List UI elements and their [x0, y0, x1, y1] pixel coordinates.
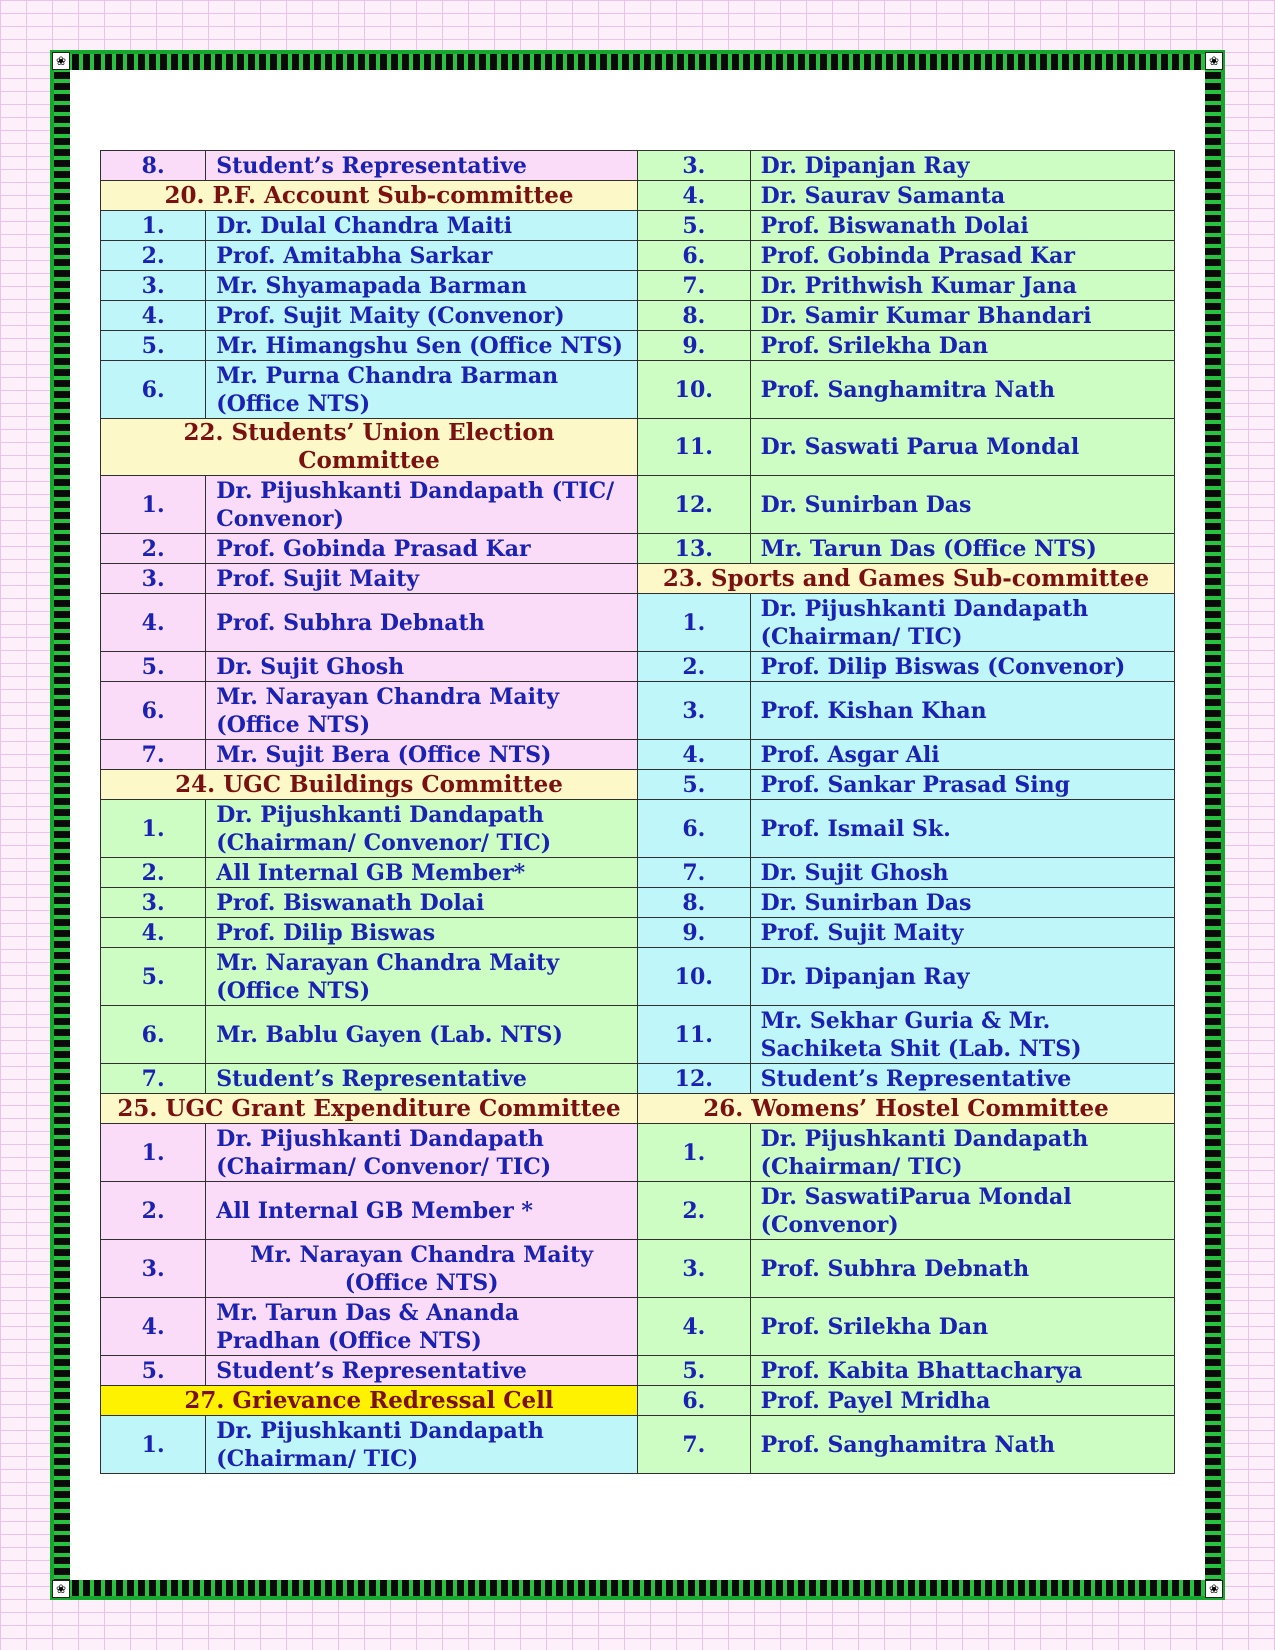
member-number: 12. — [637, 476, 750, 534]
member-name: Prof. Gobinda Prasad Kar — [206, 534, 638, 564]
member-number: 5. — [101, 331, 206, 361]
member-number: 2. — [101, 858, 206, 888]
member-number: 1. — [101, 1416, 206, 1474]
member-name: Prof. Sujit Maity (Convenor) — [206, 301, 638, 331]
member-name: Dr. Saurav Samanta — [750, 181, 1174, 211]
member-name: Dr. Dipanjan Ray — [750, 948, 1174, 1006]
member-name: Dr. Prithwish Kumar Jana — [750, 271, 1174, 301]
border-strip-left — [54, 54, 70, 1596]
member-name: Dr. Dulal Chandra Maiti — [206, 211, 638, 241]
member-name: Prof. Sanghamitra Nath — [750, 1416, 1174, 1474]
committee-heading: 27. Grievance Redressal Cell — [101, 1386, 638, 1416]
member-number: 12. — [637, 1064, 750, 1094]
member-number: 9. — [637, 331, 750, 361]
member-name: Prof. Ismail Sk. — [750, 800, 1174, 858]
committee-table — [100, 150, 1175, 1474]
member-number: 3. — [101, 271, 206, 301]
member-number: 3. — [101, 1240, 206, 1298]
corner-ornament-icon: ❀ — [52, 52, 70, 70]
member-number: 4. — [637, 181, 750, 211]
member-name: Student’s Representative — [206, 1064, 638, 1094]
member-name: Prof. Dilip Biswas (Convenor) — [750, 652, 1174, 682]
member-number: 5. — [637, 211, 750, 241]
corner-ornament-icon: ❀ — [1205, 1580, 1223, 1598]
member-name: Dr. Pijushkanti Dandapath (Chairman/ Convenor/ TIC) — [206, 1124, 638, 1182]
member-number: 6. — [101, 361, 206, 419]
member-name: Dr. Sunirban Das — [750, 888, 1174, 918]
member-number: 7. — [637, 858, 750, 888]
member-number: 5. — [637, 770, 750, 800]
member-number: 4. — [101, 918, 206, 948]
member-name: Dr. Pijushkanti Dandapath (Chairman/ TIC) — [750, 594, 1174, 652]
member-number: 13. — [637, 534, 750, 564]
member-name: Prof. Sanghamitra Nath — [750, 361, 1174, 419]
member-name: Prof. Asgar Ali — [750, 740, 1174, 770]
member-name: Mr. Tarun Das & Ananda Pradhan (Office NTS) — [206, 1298, 638, 1356]
member-name: Dr. Pijushkanti Dandapath (Chairman/ TIC) — [206, 1416, 638, 1474]
committee-heading: 25. UGC Grant Expenditure Committee — [101, 1094, 638, 1124]
member-name: Prof. Payel Mridha — [750, 1386, 1174, 1416]
member-number: 11. — [637, 1006, 750, 1064]
member-name: Dr. Samir Kumar Bhandari — [750, 301, 1174, 331]
member-name: Mr. Bablu Gayen (Lab. NTS) — [206, 1006, 638, 1064]
member-name: Prof. Subhra Debnath — [206, 594, 638, 652]
member-name: Student’s Representative — [206, 1356, 638, 1386]
member-number: 5. — [637, 1356, 750, 1386]
member-name: Prof. Amitabha Sarkar — [206, 241, 638, 271]
border-strip-bottom — [54, 1580, 1221, 1596]
border-strip-right — [1205, 54, 1221, 1596]
member-name: Prof. Srilekha Dan — [750, 1298, 1174, 1356]
committee-heading: 23. Sports and Games Sub-committee — [637, 564, 1174, 594]
member-number: 2. — [101, 241, 206, 271]
member-name: Prof. Sankar Prasad Sing — [750, 770, 1174, 800]
member-number: 2. — [101, 534, 206, 564]
member-name: Prof. Biswanath Dolai — [206, 888, 638, 918]
member-number: 6. — [101, 1006, 206, 1064]
member-name: Prof. Biswanath Dolai — [750, 211, 1174, 241]
member-number: 8. — [101, 151, 206, 181]
member-name: Mr. Purna Chandra Barman (Office NTS) — [206, 361, 638, 419]
member-number: 1. — [101, 476, 206, 534]
member-number: 9. — [637, 918, 750, 948]
member-number: 2. — [101, 1182, 206, 1240]
member-number: 3. — [637, 1240, 750, 1298]
member-name: All Internal GB Member * — [206, 1182, 638, 1240]
member-name: Prof. Gobinda Prasad Kar — [750, 241, 1174, 271]
member-name: Dr. Pijushkanti Dandapath (TIC/ Convenor) — [206, 476, 638, 534]
member-name: All Internal GB Member* — [206, 858, 638, 888]
member-number: 8. — [637, 301, 750, 331]
member-number: 2. — [637, 652, 750, 682]
member-name: Mr. Himangshu Sen (Office NTS) — [206, 331, 638, 361]
member-name: Prof. Sujit Maity — [206, 564, 638, 594]
member-name: Dr. Pijushkanti Dandapath (Chairman/ Convenor/ TIC) — [206, 800, 638, 858]
border-strip-top — [54, 54, 1221, 70]
member-number: 2. — [637, 1182, 750, 1240]
member-number: 7. — [637, 271, 750, 301]
member-number: 3. — [101, 564, 206, 594]
member-name: Dr. Sunirban Das — [750, 476, 1174, 534]
member-name: Mr. Narayan Chandra Maity (Office NTS) — [206, 1240, 638, 1298]
member-name: Mr. Sujit Bera (Office NTS) — [206, 740, 638, 770]
member-name: Student’s Representative — [206, 151, 638, 181]
member-number: 1. — [101, 1124, 206, 1182]
committee-heading: 24. UGC Buildings Committee — [101, 770, 638, 800]
member-name: Mr. Tarun Das (Office NTS) — [750, 534, 1174, 564]
member-number: 1. — [101, 211, 206, 241]
member-number: 4. — [637, 740, 750, 770]
member-number: 1. — [637, 1124, 750, 1182]
member-number: 4. — [101, 594, 206, 652]
member-name: Mr. Narayan Chandra Maity (Office NTS) — [206, 682, 638, 740]
member-name: Dr. SaswatiParua Mondal (Convenor) — [750, 1182, 1174, 1240]
member-number: 7. — [637, 1416, 750, 1474]
member-name: Dr. Saswati Parua Mondal — [750, 419, 1174, 476]
member-name: Dr. Dipanjan Ray — [750, 151, 1174, 181]
member-number: 7. — [101, 1064, 206, 1094]
member-name: Prof. Sujit Maity — [750, 918, 1174, 948]
member-number: 6. — [637, 241, 750, 271]
member-number: 10. — [637, 948, 750, 1006]
member-number: 6. — [637, 1386, 750, 1416]
member-number: 3. — [101, 888, 206, 918]
member-number: 4. — [101, 301, 206, 331]
member-number: 5. — [101, 652, 206, 682]
member-number: 4. — [637, 1298, 750, 1356]
member-number: 6. — [101, 682, 206, 740]
member-number: 5. — [101, 1356, 206, 1386]
member-name: Dr. Sujit Ghosh — [206, 652, 638, 682]
member-name: Prof. Kabita Bhattacharya — [750, 1356, 1174, 1386]
member-name: Prof. Dilip Biswas — [206, 918, 638, 948]
member-number: 6. — [637, 800, 750, 858]
member-number: 1. — [101, 800, 206, 858]
member-name: Dr. Pijushkanti Dandapath (Chairman/ TIC) — [750, 1124, 1174, 1182]
member-name: Prof. Subhra Debnath — [750, 1240, 1174, 1298]
member-number: 8. — [637, 888, 750, 918]
member-name: Student’s Representative — [750, 1064, 1174, 1094]
member-name: Prof. Kishan Khan — [750, 682, 1174, 740]
member-number: 1. — [637, 594, 750, 652]
member-number: 10. — [637, 361, 750, 419]
member-name: Mr. Shyamapada Barman — [206, 271, 638, 301]
member-number: 7. — [101, 740, 206, 770]
committee-heading: 20. P.F. Account Sub-committee — [101, 181, 638, 211]
member-name: Prof. Srilekha Dan — [750, 331, 1174, 361]
committee-heading: 26. Womens’ Hostel Committee — [637, 1094, 1174, 1124]
member-name: Mr. Sekhar Guria & Mr. Sachiketa Shit (Lab. NTS) — [750, 1006, 1174, 1064]
member-number: 3. — [637, 682, 750, 740]
corner-ornament-icon: ❀ — [1205, 52, 1223, 70]
member-number: 3. — [637, 151, 750, 181]
member-name: Dr. Sujit Ghosh — [750, 858, 1174, 888]
member-name: Mr. Narayan Chandra Maity (Office NTS) — [206, 948, 638, 1006]
member-number: 5. — [101, 948, 206, 1006]
member-number: 11. — [637, 419, 750, 476]
corner-ornament-icon: ❀ — [52, 1580, 70, 1598]
member-number: 4. — [101, 1298, 206, 1356]
committee-heading: 22. Students’ Union Election Committee — [101, 419, 638, 476]
